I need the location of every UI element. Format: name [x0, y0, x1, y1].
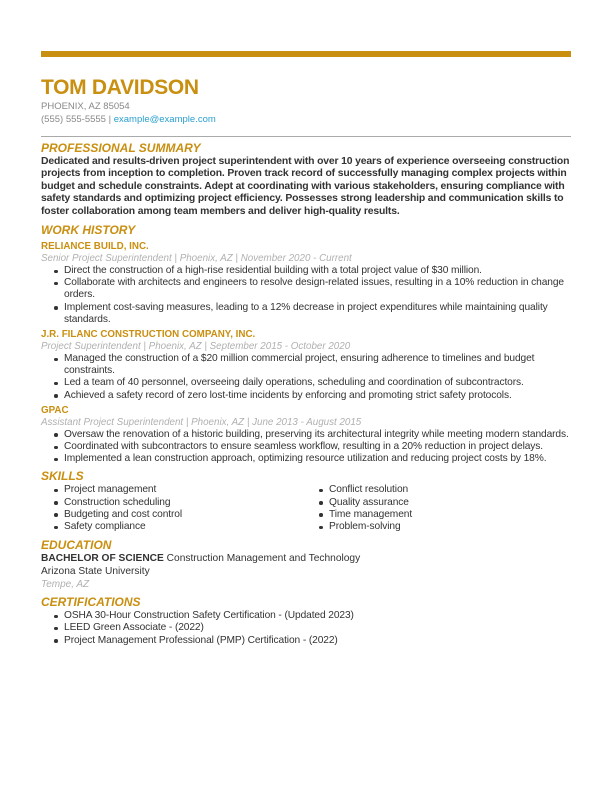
separator: | [108, 114, 112, 125]
education-heading: EDUCATION [41, 538, 112, 553]
education-degree [41, 553, 571, 566]
bullet-item: Direct the construction of a high-rise residential building with a total project value of $30 million. [64, 265, 571, 277]
job-entry [41, 240, 571, 326]
email-link[interactable]: example@example.com [113, 114, 216, 125]
certification-item: Project Management Professional (PMP) Certification - (2022) [64, 635, 571, 647]
certification-item: OSHA 30-Hour Construction Safety Certification - (Updated 2023) [64, 610, 571, 622]
job-meta: Assistant Project Superintendent | Phoenix, AZ | June 2013 - August 2015 [41, 416, 362, 428]
job-entry [41, 404, 571, 466]
divider [41, 136, 571, 137]
bullet-item: Collaborate with architects and engineers to resolve design-related issues, resulting in a 10% reduction in change orders. [64, 277, 571, 301]
company-name: RELIANCE BUILD, INC. [41, 241, 149, 253]
skill-item: Conflict resolution [329, 484, 571, 496]
job-entry [41, 328, 571, 402]
skill-item: Quality assurance [329, 497, 571, 509]
skills-column-left [41, 484, 306, 533]
bullet-item: Coordinated with subcontractors to ensure seamless workflow, resulting in a 20% reduction in project delays. [64, 441, 571, 453]
skill-item: Construction scheduling [64, 497, 306, 509]
skills-heading: SKILLS [41, 469, 84, 484]
candidate-name: TOM DAVIDSON [41, 76, 199, 99]
address: PHOENIX, AZ 85054 [41, 101, 130, 112]
certifications-heading: CERTIFICATIONS [41, 595, 141, 610]
skills-list [41, 484, 571, 533]
bullet-item: Implemented a lean construction approach, optimizing resource utilization and reducing project costs by 18%. [64, 453, 571, 465]
job-list [41, 240, 571, 465]
skill-item: Project management [64, 484, 306, 496]
field-of-study: Construction Management and Technology [166, 553, 361, 565]
certification-item: LEED Green Associate - (2022) [64, 622, 571, 634]
skill-item: Time management [329, 509, 571, 521]
bullet-item: Implement cost-saving measures, leading to a 12% decrease in project expenditures while maintaining quality standards. [64, 302, 571, 326]
bullet-item: Managed the construction of a $20 million commercial project, ensuring adherence to timelines and budget constraints. [64, 353, 571, 377]
summary-text: Dedicated and results-driven project superintendent with over 10 years of experience overseeing construction projects from inception to completion. Proven track record of successfully managing complex projects within budget and schedule constraints. Adept at coordinating with various stakeholders, ensuring compliance with safety standards and optimizing project efficiency. Possesses strong leadership and communication skills to foster collaboration among team members and deliver high-quality results. [41, 156, 570, 217]
job-meta: Project Superintendent | Phoenix, AZ | September 2015 - October 2020 [41, 341, 351, 353]
certifications-list [41, 610, 571, 647]
bullet-item: Led a team of 40 personnel, overseeing daily operations, scheduling and coordination of subcontractors. [64, 377, 571, 389]
job-meta: Senior Project Superintendent | Phoenix, AZ | November 2020 - Current [41, 253, 352, 265]
header-accent-bar [41, 51, 571, 57]
phone: (555) 555-5555 [41, 114, 106, 125]
contact-line [41, 113, 571, 126]
company-name: J.R. FILANC CONSTRUCTION COMPANY, INC. [41, 329, 256, 341]
company-name: GPAC [41, 404, 69, 416]
resume [41, 76, 571, 647]
degree: BACHELOR OF SCIENCE [41, 553, 164, 565]
job-bullets [41, 265, 571, 326]
bullet-item: Oversaw the renovation of a historic building, preserving its architectural integrity while meeting modern standards. [64, 429, 571, 441]
skills-column-right [306, 484, 571, 533]
job-bullets [41, 429, 571, 466]
school-location: Tempe, AZ [41, 579, 90, 591]
bullet-item: Achieved a safety record of zero lost-time incidents by enforcing and promoting strict safety protocols. [64, 390, 571, 402]
summary-heading: PROFESSIONAL SUMMARY [41, 141, 201, 155]
work-history-heading: WORK HISTORY [41, 223, 136, 238]
skill-item: Problem-solving [329, 521, 571, 533]
school: Arizona State University [41, 565, 150, 577]
skill-item: Budgeting and cost control [64, 509, 306, 521]
job-bullets [41, 353, 571, 402]
skill-item: Safety compliance [64, 521, 306, 533]
